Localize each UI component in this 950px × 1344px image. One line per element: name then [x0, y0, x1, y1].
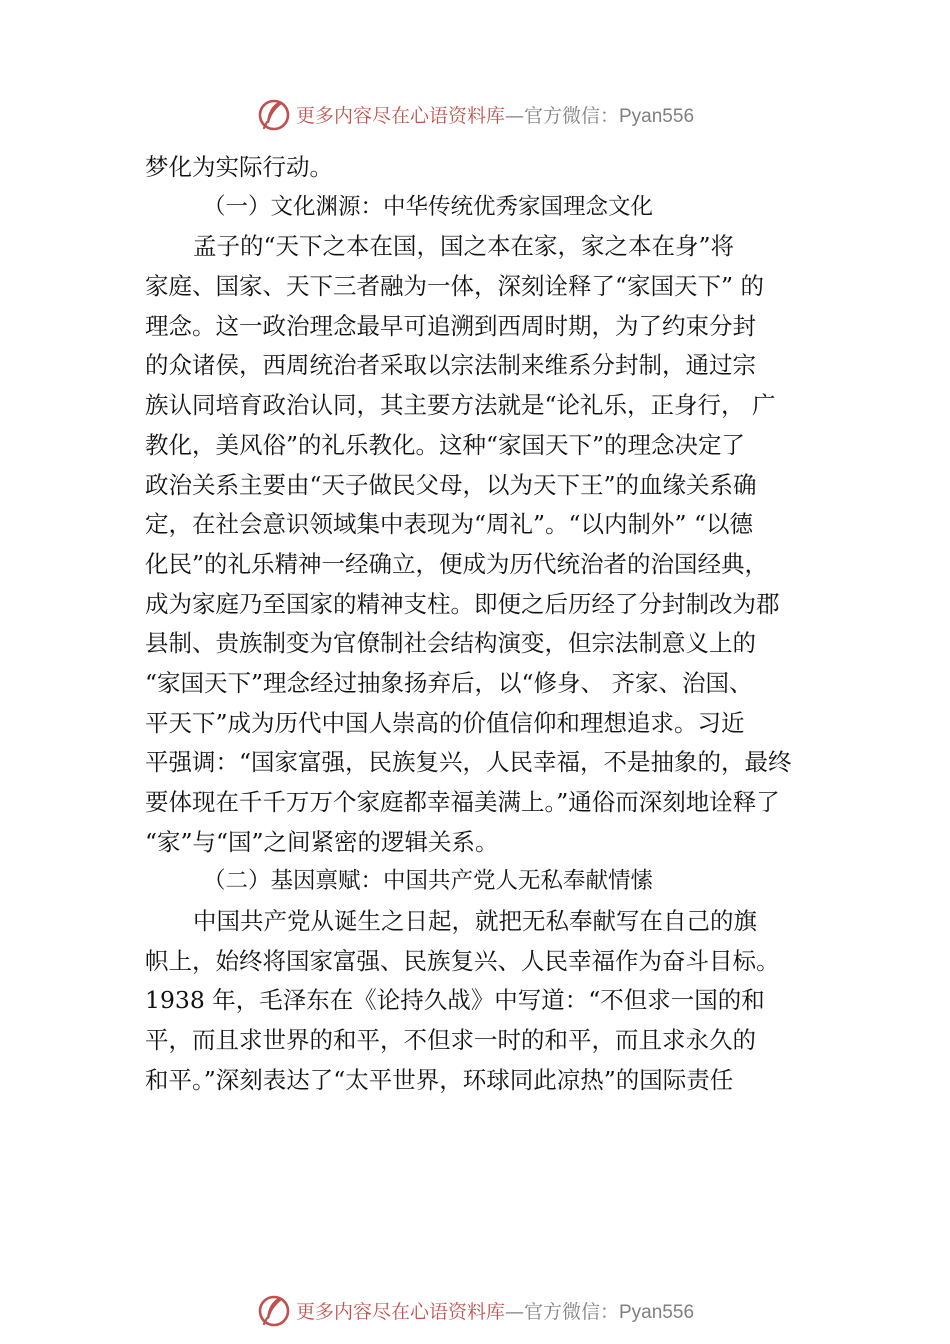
document-body [145, 148, 825, 1101]
text-line: 和平。”深刻表达了“太平世界，环球同此凉热”的国际责任 [145, 1065, 734, 1094]
text-line: 要体现在千千万万个家庭都幸福美满上。”通俗而深刻地诠释了 [145, 788, 780, 816]
text-line: “家国天下”理念经过抽象扬弃后，以“修身、 齐家、治国、 [145, 668, 753, 697]
section-heading: （二）基因禀赋：中国共产党人无私奉献情愫 [203, 868, 654, 895]
text-line: “家”与“国”之间紧密的逻辑关系。 [145, 827, 499, 856]
header-banner [0, 94, 950, 134]
text-line: 化民”的礼乐精神一经确立，便成为历代统治者的治国经典， [145, 549, 769, 578]
footer-banner [0, 1290, 950, 1330]
text-line: 孟子的“天下之本在国，国之本在家，家之本在身”将 [193, 232, 735, 261]
text-line: 平，而且求世界的和平，不但求一时的和平，而且求永久的 [145, 1026, 756, 1055]
footer-dash: — [504, 1300, 524, 1323]
footer-library-name: 更多内容尽在心语资料库 [295, 1300, 505, 1323]
footer-wechat-label: 官方微信： [523, 1300, 619, 1323]
header-wechat-id: Pyan556 [619, 105, 695, 127]
text-line: 的众诸侯，西周统治者采取以宗法制来维系分封制，通过宗 [145, 351, 756, 380]
footer-wechat-id: Pyan556 [619, 1301, 695, 1323]
header-dash: — [504, 104, 524, 127]
text-line: 1938 年，毛泽东在《论持久战》中写道：“不但求一国的和 [145, 986, 765, 1015]
header-library-name: 更多内容尽在心语资料库 [295, 104, 505, 127]
quill-pen-logo-icon [256, 96, 292, 132]
text-line: 平强调：“国家富强，民族复兴，人民幸福，不是抽象的，最终 [145, 748, 792, 777]
text-line: 理念。这一政治理念最早可追溯到西周时期，为了约束分封 [145, 311, 756, 340]
footer-banner-text [296, 1297, 694, 1324]
text-line: 中国共产党从诞生之日起，就把无私奉献写在自己的旗 [193, 907, 757, 936]
text-line: 平天下”成为历代中国人崇高的价值信仰和理想追求。习近 [145, 708, 745, 737]
section-heading: （一）文化渊源：中华传统优秀家国理念文化 [203, 193, 654, 220]
text-line: 政治关系主要由“天子做民父母，以为天下王”的血缘关系确 [145, 470, 757, 499]
text-line: 梦化为实际行动。 [145, 153, 333, 181]
text-line: 帜上，始终将国家富强、民族复兴、人民幸福作为奋斗目标。 [145, 946, 780, 975]
text-line: 定，在社会意识领域集中表现为“周礼”。“以内制外” “以德 [145, 510, 754, 539]
header-banner-text [296, 101, 694, 128]
header-wechat-label: 官方微信： [523, 104, 619, 127]
text-line: 成为家庭乃至国家的精神支柱。即便之后历经了分封制改为郡 [145, 589, 780, 618]
text-line: 家庭、国家、天下三者融为一体，深刻诠释了“家国天下” 的 [145, 272, 764, 301]
text-line: 教化，美风俗”的礼乐教化。这种“家国天下”的理念决定了 [145, 430, 746, 459]
quill-pen-logo-icon [256, 1292, 292, 1328]
text-line: 族认同培育政治认同，其主要方法就是“论礼乐，正身行， 广 [145, 391, 776, 420]
text-line: 县制、贵族制变为官僚制社会结构演变，但宗法制意义上的 [145, 629, 756, 658]
